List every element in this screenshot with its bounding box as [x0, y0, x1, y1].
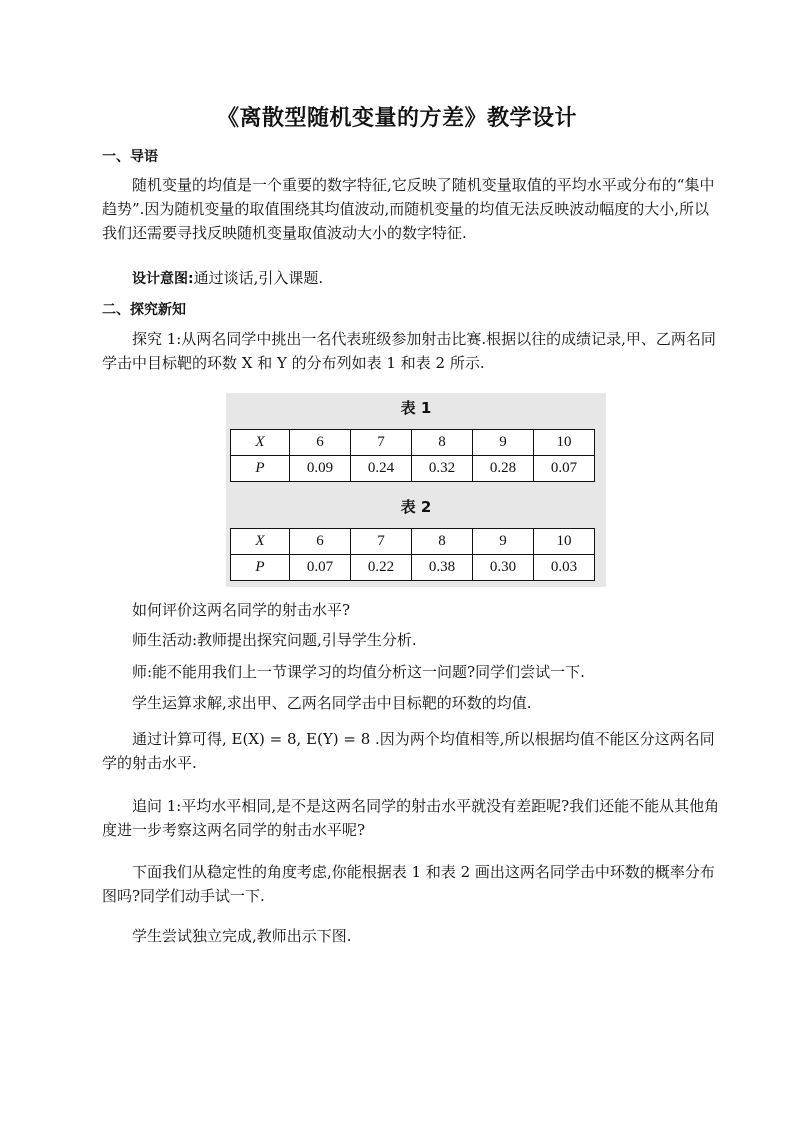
- table-cell: 10: [534, 529, 595, 555]
- table2: [230, 528, 595, 581]
- table-cell: 9: [473, 430, 534, 456]
- explore-paragraph: 探究 1:从两名同学中挑出一名代表班级参加射击比赛.根据以往的成绩记录,甲、乙两名同学击中目标靶的环数 X 和 Y 的分布列如表 1 和表 2 所示.: [102, 330, 716, 372]
- distribution-tables-figure: [226, 393, 606, 587]
- table-row: [231, 430, 595, 456]
- table-cell: 6: [290, 430, 351, 456]
- table-cell: 9: [473, 529, 534, 555]
- table-cell: 0.38: [412, 555, 473, 581]
- calculation-paragraph: 通过计算可得, E(X) = 8, E(Y) = 8 .因为两个均值相等,所以根据均值不能区分这两名同学的射击水平.: [102, 730, 715, 772]
- students-paragraph: 学生运算求解,求出甲、乙两名同学击中目标靶的环数的均值.: [132, 694, 532, 712]
- table-row: [231, 456, 595, 482]
- table-cell: 0.03: [534, 555, 595, 581]
- table2-caption: 表 2: [400, 498, 432, 516]
- table1-row-head-x: X: [231, 430, 290, 456]
- section-heading-explore: 二、探究新知: [102, 302, 186, 318]
- question-paragraph: 如何评价这两名同学的射击水平?: [132, 601, 351, 619]
- table1-caption: 表 1: [400, 399, 432, 417]
- table-cell: 0.07: [534, 456, 595, 482]
- student-try-paragraph: 学生尝试独立完成,教师出示下图.: [132, 927, 352, 945]
- table-row: [231, 555, 595, 581]
- table2-row-head-x: X: [231, 529, 290, 555]
- intro-paragraph: 随机变量的均值是一个重要的数字特征,它反映了随机变量取值的平均水平或分布的“集中趋势”.因为随机变量的取值围绕其均值波动,而随机变量的均值无法反映波动幅度的大小,所以我们还需要寻找反映随机变量取值波动大小的数字特征.: [102, 176, 715, 242]
- stability-paragraph: 下面我们从稳定性的角度考虑,你能根据表 1 和表 2 画出这两名同学击中环数的概率分布图吗?同学们动手试一下.: [102, 863, 715, 905]
- table-cell: 0.22: [351, 555, 412, 581]
- table-cell: 0.07: [290, 555, 351, 581]
- table1: [230, 429, 595, 482]
- table-cell: 0.32: [412, 456, 473, 482]
- table-cell: 7: [351, 430, 412, 456]
- table-cell: 6: [290, 529, 351, 555]
- table-cell: 0.24: [351, 456, 412, 482]
- followup-paragraph: 追问 1:平均水平相同,是不是这两名同学的射击水平就没有差距呢?我们还能不能从其他角度进一步考察这两名同学的射击水平呢?: [102, 797, 720, 839]
- table2-row-head-p: P: [231, 555, 290, 581]
- page-title: 《离散型随机变量的方差》教学设计: [216, 106, 577, 131]
- table-cell: 0.28: [473, 456, 534, 482]
- table-cell: 0.09: [290, 456, 351, 482]
- table-cell: 8: [412, 430, 473, 456]
- design-intent: [102, 266, 722, 291]
- table-cell: 7: [351, 529, 412, 555]
- table-cell: 10: [534, 430, 595, 456]
- table1-row-head-p: P: [231, 456, 290, 482]
- table-cell: 0.30: [473, 555, 534, 581]
- table-cell: 8: [412, 529, 473, 555]
- design-intent-label: 设计意图:: [132, 271, 194, 287]
- section-heading-intro: 一、导语: [102, 149, 158, 165]
- teacher-paragraph: 师:能不能用我们上一节课学习的均值分析这一问题?同学们尝试一下.: [132, 663, 585, 681]
- design-intent-text: 通过谈话,引入课题.: [193, 269, 324, 287]
- table-row: [231, 529, 595, 555]
- activity-paragraph: 师生活动:教师提出探究问题,引导学生分析.: [132, 631, 417, 649]
